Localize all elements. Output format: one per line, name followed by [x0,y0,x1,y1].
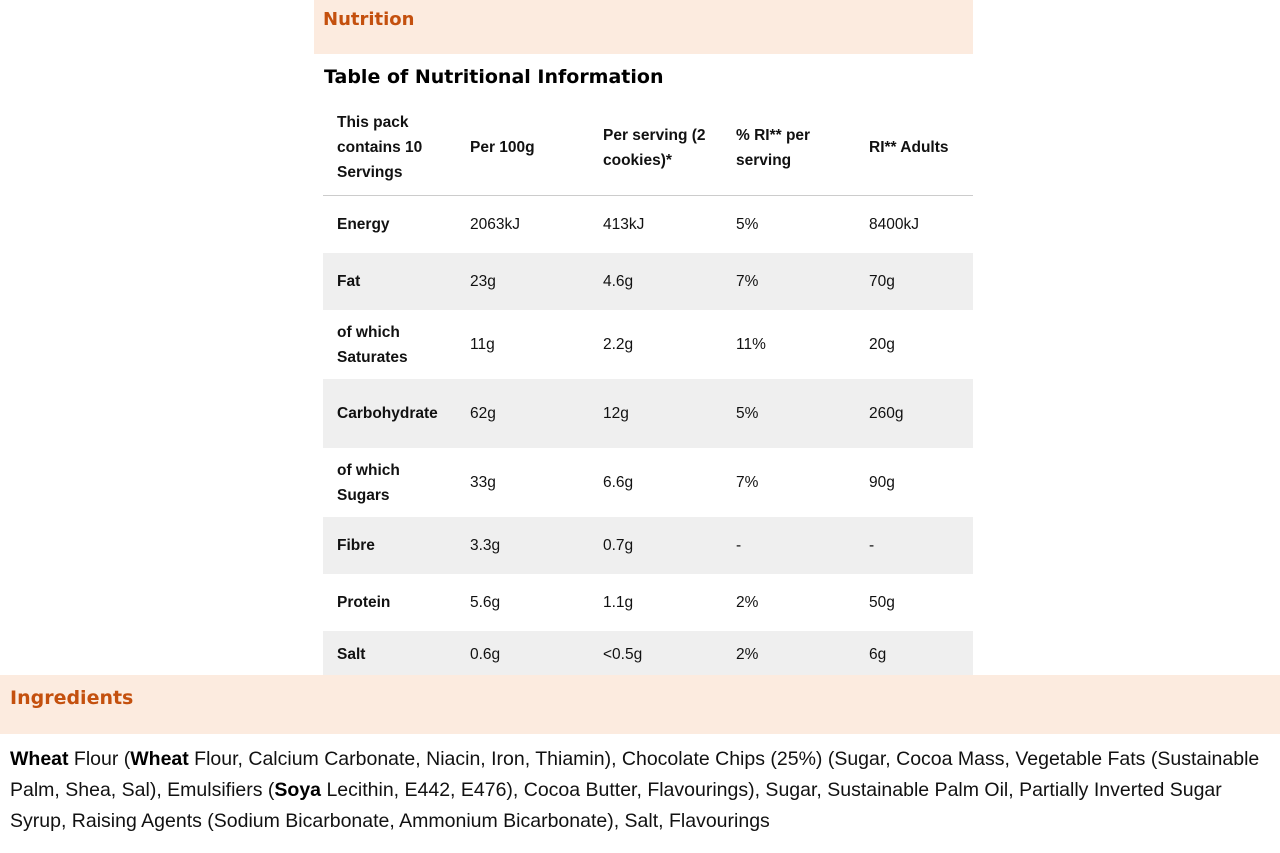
allergen-highlight: Wheat [10,748,69,770]
ingredients-text-part: Lecithin, E442, E476), Cocoa Butter, Flavourings), Sugar, Sustainable Palm Oil, Partially Inverted Sugar Syrup, Raising Agents (Sodium Bicarbonate, Ammonium Bicarbonate), Salt, Flavourings [10,779,1222,832]
cell-per-100g: 3.3g [470,537,501,554]
cell-per-100g: 0.6g [470,646,501,663]
table-row [323,517,973,574]
ingredients-text-part: Flour, Calcium Carbonate, Niacin, Iron, Thiamin), Chocolate Chips (25%) (Sugar, Cocoa Mass, Vegetable Fats (Sustainable Palm, Shea, Sal), Emulsifiers ( [10,748,1260,801]
cell-per-100g: 62g [470,405,496,422]
cell-per-serving: 6.6g [603,474,634,491]
cell-per-100g: 33g [470,474,496,491]
cell-per-100g: 11g [470,336,495,353]
cell-ri-per-serving: 7% [736,474,759,491]
cell-per-serving: 1.1g [603,594,634,611]
cell-ri-per-serving: 5% [736,216,759,233]
row-label: of which Saturates [337,323,408,366]
cell-per-serving: 12g [603,405,629,422]
cell-ri-per-serving: - [736,537,742,554]
cell-ri-adults: 8400kJ [869,216,919,233]
cell-ri-adults: 50g [869,594,895,611]
ingredients-text-part: Flour ( [68,748,131,770]
cell-ri-per-serving: 2% [736,594,759,611]
cell-per-serving: 0.7g [603,537,634,554]
row-label: Salt [337,646,366,663]
column-header-servings: This pack contains 10 Servings [337,114,423,181]
cell-ri-adults: 20g [869,336,895,353]
ingredients-text [10,744,1275,837]
column-header-per-100g: Per 100g [470,139,535,156]
cell-per-serving: 2.2g [603,336,634,353]
cell-ri-per-serving: 7% [736,273,759,290]
table-row [323,196,973,253]
cell-per-serving: <0.5g [603,646,643,663]
nutrition-table-title: Table of Nutritional Information [324,66,664,88]
column-header-per-serving: Per serving (2 cookies)* [603,126,706,169]
nutrition-section [314,0,973,663]
table-row [323,310,973,379]
row-label: Fat [337,273,361,290]
cell-ri-adults: 70g [869,273,895,290]
column-header-ri-adults: RI** Adults [869,139,949,156]
row-label: Carbohydrate [337,405,438,422]
table-row [323,574,973,631]
cell-ri-per-serving: 11% [736,336,766,353]
cell-ri-adults: 260g [869,405,904,422]
cell-ri-per-serving: 5% [736,405,759,422]
table-row [323,253,973,310]
ingredients-header[interactable] [0,675,1280,734]
cell-per-100g: 23g [470,273,496,290]
ingredients-header-label: Ingredients [10,687,134,709]
table-row [323,448,973,517]
nutrition-header-label: Nutrition [323,9,415,30]
row-label: Energy [337,216,390,233]
cell-per-serving: 413kJ [603,216,645,233]
table-row [323,379,973,448]
allergen-highlight: Wheat [130,748,189,770]
cell-ri-adults: 90g [869,474,895,491]
cell-per-100g: 2063kJ [470,216,520,233]
nutrition-table [323,100,973,678]
allergen-highlight: Soya [274,779,322,801]
row-label: Fibre [337,537,375,554]
cell-ri-adults: 6g [869,646,887,663]
column-header-ri-per-serving: % RI** per serving [736,126,811,169]
row-label: of which Sugars [337,461,400,504]
table-row [323,631,973,678]
table-header-row [323,100,973,196]
nutrition-header[interactable] [314,0,973,54]
cell-per-100g: 5.6g [470,594,501,611]
cell-ri-per-serving: 2% [736,646,759,663]
cell-ri-adults: - [869,537,875,554]
cell-per-serving: 4.6g [603,273,634,290]
row-label: Protein [337,594,391,611]
